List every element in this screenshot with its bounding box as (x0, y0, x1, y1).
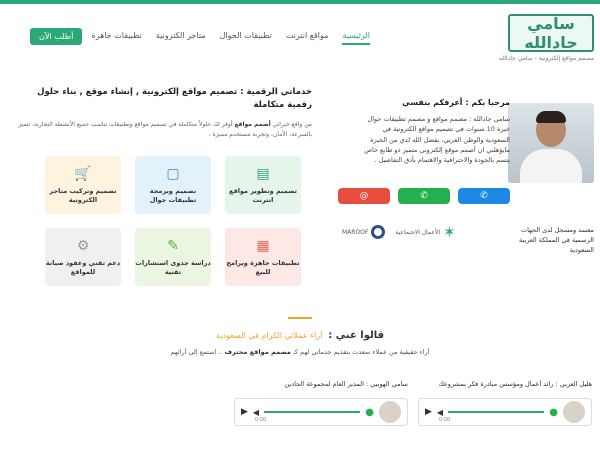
avatar (563, 401, 585, 423)
service-tile[interactable] (225, 156, 301, 214)
service-tile[interactable] (45, 156, 121, 214)
maroof-icon (371, 225, 385, 239)
service-label: تطبيقات جاهزة وبرامج للبيع (226, 259, 300, 276)
audio-progress[interactable] (448, 411, 544, 413)
service-icon: 🛒 (74, 166, 92, 183)
testimonial-card (234, 380, 408, 426)
mic-icon: ● (549, 406, 558, 418)
services-description: من واقع خبراتي أصمم مواقع أوفر لك حلولاً متكاملة في تصميم مواقع وتطبيقات تناسب جميع الأنشطة التجارية، تتميز بالسرعة، الأمان، وتجربة مستخدم مميزة . (18, 120, 312, 138)
service-label: دراسة جدوى استشارات تقنية (135, 259, 211, 276)
service-tile[interactable] (225, 228, 301, 286)
testimonials-description: آراء حقيقية من عملاء سعدت بتقديم خدماتي لهم كـ مصمم مواقع محترف .. استمع إلى آرائهم (170, 348, 430, 356)
services-grid (45, 156, 301, 286)
testimonials-title: قالوا عني :آراء عملائي الكرام في السعودية (215, 330, 385, 341)
volume-icon[interactable]: ◀ (436, 407, 444, 417)
service-icon: ⚙ (76, 238, 90, 255)
phone-icon: ✆ (480, 191, 488, 201)
service-label: دعم تقني وعقود صيانة للمواقع (45, 259, 121, 276)
intro-section (360, 97, 510, 166)
testimonial-card (418, 380, 592, 426)
service-tile[interactable] (135, 228, 211, 286)
whatsapp-icon: ✆ (420, 191, 428, 201)
order-now-button[interactable]: أطلب الآن (30, 28, 82, 45)
service-tile[interactable] (135, 156, 211, 214)
phone-button[interactable] (458, 188, 510, 204)
nav-websites[interactable]: مواقع انترنت (285, 31, 329, 40)
avatar (379, 401, 401, 423)
service-icon: ▤ (256, 166, 270, 183)
service-icon: ✎ (167, 238, 179, 255)
registration-logos (342, 224, 459, 240)
profile-photo (508, 103, 594, 183)
service-label: تصميم وتركيب متاجر الكترونية (49, 187, 117, 204)
audio-time: 0:00 (255, 417, 267, 423)
nav-ready-apps[interactable]: تطبيقات جاهزة (91, 31, 142, 40)
intro-body: سامي جادالله : مصمم مواقع و مصمم تطبيقات جوال خبرة 10 سنوات في تصميم مواقع الكترونية في السعودية والوطن العربي، بفضل الله لدي من الخبرة مايؤهلني ان أصمم موقع إلكتروني متميز ذو طابع خاص يتسم بالجودة والاحترافية والاهتمام بأدق التفاصيل . (364, 114, 510, 165)
testimonial-name: سامي الهويبي : المدير العام لمجموعة الجادين (284, 380, 408, 388)
section-divider (288, 317, 312, 319)
play-icon[interactable]: ▶ (425, 407, 432, 417)
audio-progress[interactable] (264, 411, 360, 413)
service-label: تصميم وبرمجة تطبيقات جوال (149, 187, 197, 204)
star-emblem-icon: ✶ (443, 223, 456, 241)
nav-ecommerce[interactable]: متاجر الكترونية (155, 31, 206, 40)
email-icon: @ (359, 191, 369, 201)
nav-home[interactable]: الرئيسية (342, 31, 370, 45)
logo-tagline: مصمم مواقع إلكترونية - سامي جادالله (498, 55, 594, 62)
testimonial-name: هليل العربي : رائد أعمال ومؤسس مبادرة فكر بمشروعك (438, 380, 592, 388)
service-tile[interactable] (45, 228, 121, 286)
service-label: تصميم وتطوير مواقع انترنت (229, 187, 297, 204)
services-header (12, 86, 312, 140)
whatsapp-button[interactable] (398, 188, 450, 204)
ministry-logo[interactable]: الأعمال الاجتماعية ✶ (395, 224, 459, 240)
service-icon: ▢ (166, 166, 180, 183)
mic-icon: ● (365, 406, 374, 418)
play-icon[interactable]: ▶ (241, 407, 248, 417)
email-button[interactable] (338, 188, 390, 204)
maroof-logo[interactable]: MAROOF (342, 225, 385, 239)
site-logo[interactable] (498, 14, 594, 62)
services-title: خدماتي الرقمية : تصميم مواقع إلكترونية , إنشاء موقع , بناء حلول رقمية متكاملة (37, 87, 312, 110)
service-icon: ▦ (256, 238, 270, 255)
volume-icon[interactable]: ◀ (252, 407, 260, 417)
top-accent-bar (0, 0, 600, 4)
logo-mark: سامي جادالله (508, 14, 594, 52)
intro-greeting: مرحبا بكم : أعرفكم بنفسي (402, 98, 510, 107)
nav-mobile-apps[interactable]: تطبيقات الجوال (219, 31, 272, 40)
audio-player[interactable] (234, 398, 408, 426)
main-nav (92, 31, 371, 45)
registration-text: معتمد ومسجل لدى الجهات الرسمية في المملكة العربية السعودية (518, 226, 594, 254)
audio-player[interactable] (418, 398, 592, 426)
audio-time: 0:00 (439, 417, 451, 423)
